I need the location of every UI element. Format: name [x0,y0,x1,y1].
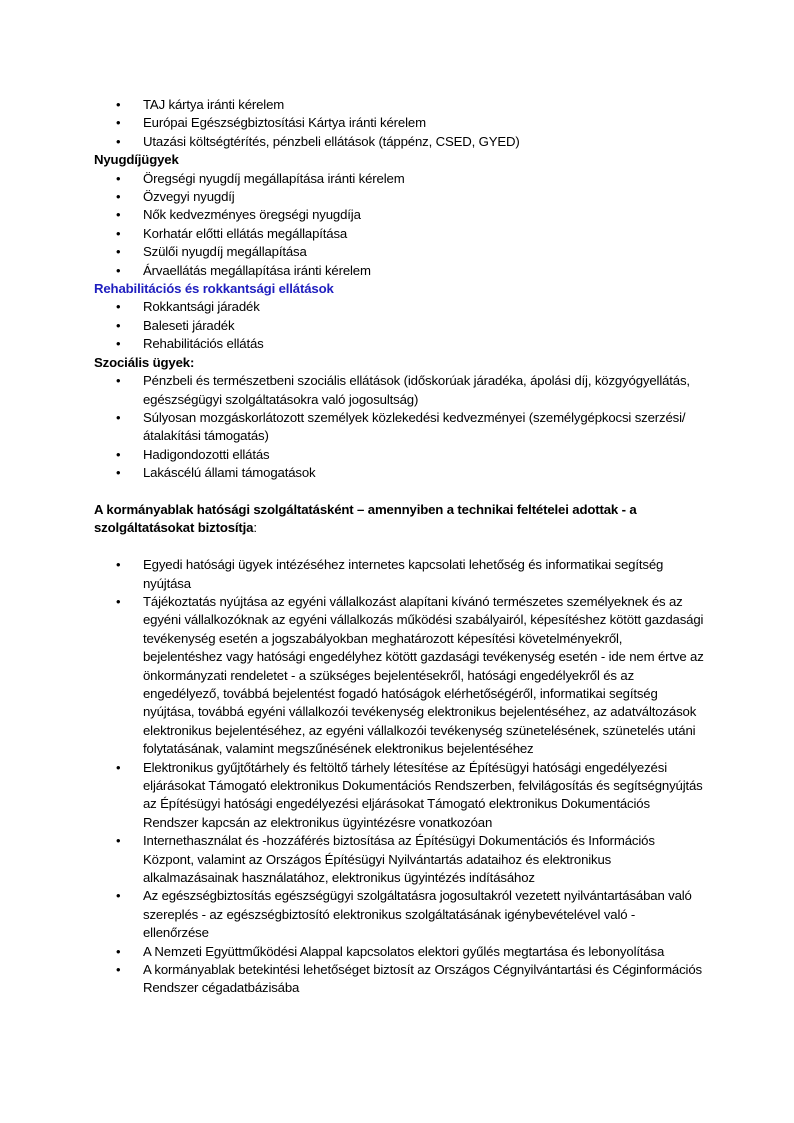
bullet-icon: • [116,373,121,389]
bullet-icon: • [116,317,121,333]
bullet-icon: • [116,833,121,849]
list-item: • Lakáscélú állami támogatások [143,464,704,482]
bullet-icon: • [116,888,121,904]
bullet-icon: • [116,409,121,425]
list-item: • Özvegyi nyugdíj [143,188,704,206]
social-list [94,372,704,482]
bullet-icon: • [116,207,121,223]
list-item: • Baleseti járadék [143,317,704,335]
list-item: • Hadigondozotti ellátás [143,446,704,464]
list-item: • Nők kedvezményes öregségi nyugdíja [143,206,704,224]
list-item: • Súlyosan mozgáskorlátozott személyek közlekedési kedvezményei (személygépkocsi szerzési/átalakítási támogatás) [116,409,686,444]
bullet-icon: • [116,962,121,978]
bullet-icon: • [116,593,121,609]
list-item: • TAJ kártya iránti kérelem [143,96,704,114]
section-heading-szocialis: Szociális ügyek: [94,354,195,370]
list-item: • Internethasználat és -hozzáférés biztosítása az Építésügyi Dokumentációs és Információs Központ, valamint az Országos Építésügyi Nyilvántartás adataihoz és elektronikus alkalmazásainak használatához, elektronikus ügyintézés indításához [116,833,655,886]
bullet-icon: • [116,225,121,241]
list-item: • Elektronikus gyűjtőtárhely és feltöltő tárhely létesítése az Építésügyi hatósági engedélyezési eljárásokat Támogató elektronikus Dokumentációs Rendszerben, felvilágosítás és segítségnyújtás az Építésügyi hatósági engedélyezési eljárásokat Támogató elektronikus Dokumentációs Rendszer kapcsán az elektronikus ügyintézésre vonatkozóan [116,759,703,830]
list-item: • Egyedi hatósági ügyek intézéséhez internetes kapcsolati lehetőség és informatikai segítség nyújtása [116,557,664,591]
list-item: • Pénzbeli és természetbeni szociális ellátások (időskorúak járadéka, ápolási díj, közgyógyellátás, egészségügyi szolgáltatásokra való jogosultság) [116,373,690,407]
list-item: • Korhatár előtti ellátás megállapítása [143,225,704,243]
list-item: • A Nemzeti Együttműködési Alappal kapcsolatos elektori gyűlés megtartása és lebonyolítása [143,943,704,961]
bullet-icon: • [116,465,121,481]
bullet-icon: • [116,170,121,186]
bullet-icon: • [116,97,121,112]
list-item: • Öregségi nyugdíj megállapítása iránti kérelem [143,170,704,188]
list-item: • Utazási költségtérítés, pénzbeli ellátások (táppénz, CSED, GYED) [143,133,704,151]
bullet-icon: • [116,189,121,205]
bullet-icon: • [116,336,121,352]
top-list [94,96,704,151]
bullet-icon: • [116,244,121,260]
spacer [94,538,704,556]
bullet-icon: • [116,133,121,149]
list-item: • Árvaellátás megállapítása iránti kérelem [143,262,704,280]
section-heading-rehabilitacios: Rehabilitációs és rokkantsági ellátások [94,281,334,297]
list-item: • Az egészségbiztosítás egészségügyi szolgáltatásra jogosultakról vezetett nyilvántartásában való szereplés - az egészségbiztosító elektronikus szolgáltatásának igénybevételével való - ellenőrzése [116,888,692,941]
list-item: • Szülői nyugdíj megállapítása [143,243,704,261]
list-item: • A kormányablak betekintési lehetőséget biztosít az Országos Cégnyilvántartási és Céginformációs Rendszer cégadatbázisába [116,962,702,996]
pension-list [94,170,704,280]
rehab-list [94,298,704,353]
section-heading-nyugdijugyek: Nyugdíjügyek [94,152,179,168]
bullet-icon: • [116,115,121,131]
list-item: • Európai Egészségbiztosítási Kártya iránti kérelem [143,114,704,132]
list-item: • Rokkantsági járadék [143,298,704,316]
bullet-icon: • [116,262,121,278]
bullet-icon: • [116,557,121,573]
bullet-icon: • [116,943,121,959]
list-item: • Tájékoztatás nyújtása az egyéni vállalkozást alapítani kívánó természetes személyeknek és az egyéni vállalkozóknak az egyéni vállalkozás működési szabályairól, képesítéshez kötött gazdasági tevékenység esetén a jogszabályokban meghatározott képesítési követelményekről, bejelentéshez vagy hatósági engedélyhez kötött gazdasági tevékenység esetén - ide nem értve az önkormányzati rendeletet - a szükséges bejelentésekről, hatósági engedélyekről és az engedélyező, továbbá bejelentést fogadó hatóságok elérhetőségéről, informatikai segítség nyújtása, továbbá egyéni vállalkozói tevékenység elektronikus bejelentéséhez, az adatváltozások elektronikus bejelentéséhez, az egyéni vállalkozói tevékenység szünetelésének, szünetelés utáni folytatásának, valamint megszűnésének elektronikus bejelentéséhez [116,593,704,757]
bullet-icon: • [116,299,121,315]
bullet-icon: • [116,446,121,462]
services-list [94,556,704,998]
list-item: • Rehabilitációs ellátás [143,335,704,353]
document-page [94,96,704,998]
bullet-icon: • [116,759,121,775]
services-intro: A kormányablak hatósági szolgáltatásként – amennyiben a technikai feltételei adottak - a szolgáltatásokat biztosítja: [94,501,637,536]
